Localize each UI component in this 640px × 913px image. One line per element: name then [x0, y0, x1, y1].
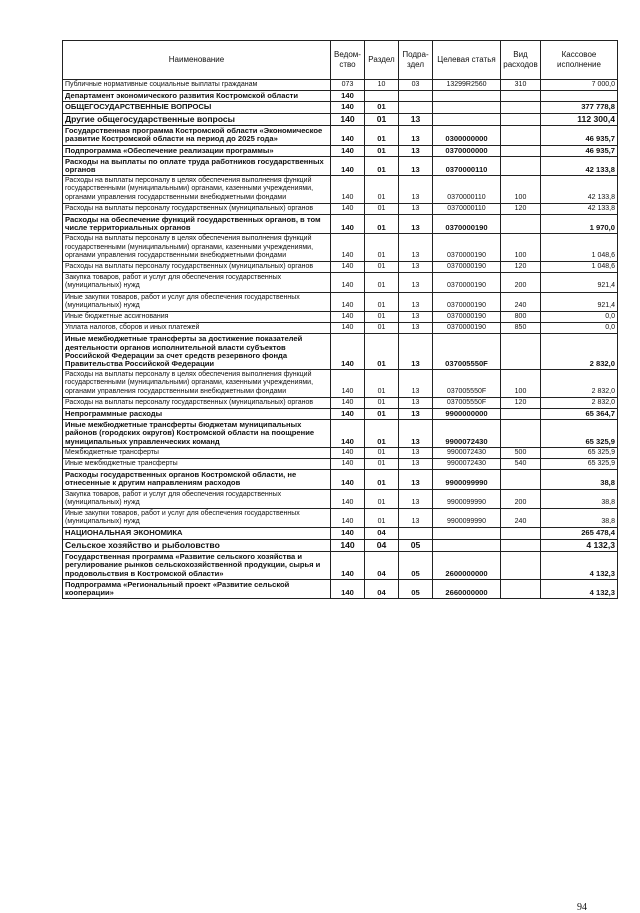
header-subsection: Подра-здел — [399, 41, 433, 80]
cell-name: Государственная программа Костромской области «Экономическое развитие Костромской области на период до 2025 года» — [63, 126, 331, 145]
cell-name: Расходы на выплаты персоналу государственных (муниципальных) органов — [63, 203, 331, 214]
cell-target-item: 0370000190 — [433, 234, 501, 262]
cell-department: 140 — [331, 370, 365, 398]
cell-cash-execution: 7 000,0 — [541, 80, 618, 91]
cell-subsection: 13 — [399, 176, 433, 204]
cell-subsection: 13 — [399, 370, 433, 398]
cell-department: 140 — [331, 552, 365, 580]
cell-target-item — [433, 91, 501, 102]
cell-name: Департамент экономического развития Костромской области — [63, 91, 331, 102]
cell-department: 140 — [331, 579, 365, 598]
budget-report-page — [62, 40, 617, 913]
cell-section: 01 — [365, 409, 399, 420]
table-row — [63, 273, 618, 292]
cell-name: Иные межбюджетные трансферты бюджетам муниципальных районов (городских округов) Костромской области на поощрение муниципальных управленческих команд — [63, 420, 331, 448]
table-row — [63, 91, 618, 102]
cell-subsection: 13 — [399, 311, 433, 322]
cell-section — [365, 91, 399, 102]
cell-cash-execution: 46 935,7 — [541, 145, 618, 156]
cell-expense-type — [501, 334, 541, 370]
cell-subsection: 13 — [399, 509, 433, 528]
cell-target-item: 9900099990 — [433, 509, 501, 528]
cell-section: 01 — [365, 509, 399, 528]
cell-section: 01 — [365, 470, 399, 489]
cell-section: 01 — [365, 214, 399, 233]
cell-subsection: 05 — [399, 539, 433, 552]
cell-section: 01 — [365, 126, 399, 145]
cell-section: 01 — [365, 273, 399, 292]
cell-department: 140 — [331, 420, 365, 448]
cell-cash-execution: 1 048,6 — [541, 261, 618, 272]
cell-name: Расходы на выплаты персоналу государственных (муниципальных) органов — [63, 397, 331, 408]
cell-cash-execution: 38,8 — [541, 489, 618, 508]
cell-section: 01 — [365, 261, 399, 272]
cell-department: 140 — [331, 113, 365, 126]
cell-name: Уплата налогов, сборов и иных платежей — [63, 323, 331, 334]
cell-name: Подпрограмма «Обеспечение реализации программы» — [63, 145, 331, 156]
table-row — [63, 509, 618, 528]
table-row — [63, 409, 618, 420]
cell-expense-type — [501, 113, 541, 126]
header-name: Наименование — [63, 41, 331, 80]
table-row — [63, 323, 618, 334]
cell-section: 01 — [365, 489, 399, 508]
cell-expense-type — [501, 470, 541, 489]
cell-department: 140 — [331, 91, 365, 102]
cell-subsection — [399, 91, 433, 102]
table-row — [63, 489, 618, 508]
cell-cash-execution: 0,0 — [541, 311, 618, 322]
table-row — [63, 292, 618, 311]
cell-name: Расходы на выплаты персоналу в целях обеспечения выполнения функций государственными (муниципальными) органами, казенными учреждениями, органами управления государственными внебюджетными фондами — [63, 234, 331, 262]
cell-subsection: 13 — [399, 470, 433, 489]
cell-department: 140 — [331, 323, 365, 334]
cell-expense-type: 100 — [501, 176, 541, 204]
cell-name: Закупка товаров, работ и услуг для обеспечения государственных (муниципальных) нужд — [63, 489, 331, 508]
cell-department: 140 — [331, 102, 365, 113]
cell-cash-execution: 42 133,8 — [541, 203, 618, 214]
cell-cash-execution: 921,4 — [541, 292, 618, 311]
cell-subsection: 13 — [399, 459, 433, 470]
cell-expense-type: 850 — [501, 323, 541, 334]
cell-name: Иные межбюджетные трансферты — [63, 459, 331, 470]
table-body — [63, 80, 618, 599]
cell-expense-type: 500 — [501, 447, 541, 458]
cell-target-item: 9900099990 — [433, 470, 501, 489]
cell-cash-execution: 65 364,7 — [541, 409, 618, 420]
cell-department: 140 — [331, 145, 365, 156]
cell-cash-execution: 38,8 — [541, 470, 618, 489]
cell-target-item: 0370000190 — [433, 214, 501, 233]
cell-department: 140 — [331, 397, 365, 408]
cell-department: 140 — [331, 261, 365, 272]
cell-section: 01 — [365, 420, 399, 448]
cell-section: 04 — [365, 579, 399, 598]
cell-subsection: 05 — [399, 552, 433, 580]
cell-section: 01 — [365, 447, 399, 458]
cell-name: Иные закупки товаров, работ и услуг для обеспечения государственных (муниципальных) нужд — [63, 509, 331, 528]
cell-section: 01 — [365, 370, 399, 398]
cell-section: 01 — [365, 176, 399, 204]
cell-department: 140 — [331, 470, 365, 489]
table-row — [63, 203, 618, 214]
budget-table — [62, 40, 618, 599]
cell-target-item: 13299R2560 — [433, 80, 501, 91]
cell-target-item — [433, 539, 501, 552]
header-target-item: Целевая статья — [433, 41, 501, 80]
table-row — [63, 420, 618, 448]
cell-cash-execution: 42 133,8 — [541, 156, 618, 175]
table-row — [63, 528, 618, 539]
cell-expense-type — [501, 579, 541, 598]
cell-target-item: 0370000190 — [433, 261, 501, 272]
table-row — [63, 113, 618, 126]
table-header-row — [63, 41, 618, 80]
cell-target-item: 9900072430 — [433, 447, 501, 458]
cell-target-item: 2660000000 — [433, 579, 501, 598]
cell-name: Межбюджетные трансферты — [63, 447, 331, 458]
cell-expense-type — [501, 145, 541, 156]
cell-subsection: 13 — [399, 447, 433, 458]
table-row — [63, 470, 618, 489]
header-cash-execution: Кассовое исполнение — [541, 41, 618, 80]
cell-subsection: 13 — [399, 214, 433, 233]
cell-department: 140 — [331, 176, 365, 204]
cell-expense-type: 100 — [501, 370, 541, 398]
cell-department: 140 — [331, 509, 365, 528]
cell-target-item: 037005550F — [433, 370, 501, 398]
cell-target-item: 0300000000 — [433, 126, 501, 145]
cell-department: 140 — [331, 214, 365, 233]
cell-expense-type — [501, 409, 541, 420]
cell-name: Публичные нормативные социальные выплаты гражданам — [63, 80, 331, 91]
cell-name: ОБЩЕГОСУДАРСТВЕННЫЕ ВОПРОСЫ — [63, 102, 331, 113]
cell-cash-execution: 65 325,9 — [541, 459, 618, 470]
cell-subsection: 13 — [399, 234, 433, 262]
cell-target-item — [433, 102, 501, 113]
cell-section: 01 — [365, 311, 399, 322]
cell-subsection: 13 — [399, 203, 433, 214]
cell-name: Расходы на выплаты персоналу в целях обеспечения выполнения функций государственными (муниципальными) органами, казенными учреждениями, органами управления государственными внебюджетными фондами — [63, 370, 331, 398]
cell-expense-type — [501, 552, 541, 580]
cell-section: 01 — [365, 292, 399, 311]
cell-expense-type: 120 — [501, 203, 541, 214]
cell-target-item: 0370000110 — [433, 156, 501, 175]
cell-cash-execution: 42 133,8 — [541, 176, 618, 204]
table-row — [63, 579, 618, 598]
cell-name: Расходы государственных органов Костромской области, не отнесенные к другим направлениям расходов — [63, 470, 331, 489]
cell-expense-type — [501, 102, 541, 113]
cell-cash-execution: 2 832,0 — [541, 370, 618, 398]
cell-expense-type: 100 — [501, 234, 541, 262]
cell-section: 01 — [365, 397, 399, 408]
cell-name: Закупка товаров, работ и услуг для обеспечения государственных (муниципальных) нужд — [63, 273, 331, 292]
cell-department: 140 — [331, 409, 365, 420]
cell-department: 140 — [331, 156, 365, 175]
cell-target-item — [433, 113, 501, 126]
cell-subsection: 13 — [399, 113, 433, 126]
cell-cash-execution: 65 325,9 — [541, 447, 618, 458]
cell-cash-execution: 46 935,7 — [541, 126, 618, 145]
cell-section: 04 — [365, 528, 399, 539]
cell-target-item: 037005550F — [433, 334, 501, 370]
cell-name: Иные бюджетные ассигнования — [63, 311, 331, 322]
cell-expense-type: 120 — [501, 397, 541, 408]
cell-section: 04 — [365, 539, 399, 552]
cell-department: 073 — [331, 80, 365, 91]
cell-expense-type — [501, 156, 541, 175]
cell-department: 140 — [331, 311, 365, 322]
cell-target-item: 9900099990 — [433, 489, 501, 508]
cell-department: 140 — [331, 489, 365, 508]
cell-name: Расходы на выплаты персоналу государственных (муниципальных) органов — [63, 261, 331, 272]
table-row — [63, 397, 618, 408]
cell-subsection: 13 — [399, 261, 433, 272]
cell-name: Расходы на выплаты по оплате труда работников государственных органов — [63, 156, 331, 175]
cell-section: 01 — [365, 102, 399, 113]
cell-name: Другие общегосударственные вопросы — [63, 113, 331, 126]
cell-cash-execution: 112 300,4 — [541, 113, 618, 126]
cell-name: Расходы на обеспечение функций государственных органов, в том числе территориальных органов — [63, 214, 331, 233]
cell-target-item: 9900072430 — [433, 459, 501, 470]
cell-name: Иные закупки товаров, работ и услуг для обеспечения государственных (муниципальных) нужд — [63, 292, 331, 311]
cell-department: 140 — [331, 528, 365, 539]
cell-section: 04 — [365, 552, 399, 580]
cell-target-item: 0370000190 — [433, 292, 501, 311]
header-department: Ведом-ство — [331, 41, 365, 80]
cell-cash-execution: 265 478,4 — [541, 528, 618, 539]
cell-section: 01 — [365, 156, 399, 175]
cell-name: Государственная программа «Развитие сельского хозяйства и регулирование рынков сельскохозяйственной продукции, сырья и продовольствия в Костромской области» — [63, 552, 331, 580]
cell-section: 01 — [365, 323, 399, 334]
cell-target-item: 0370000190 — [433, 323, 501, 334]
cell-name: Сельское хозяйство и рыболовство — [63, 539, 331, 552]
cell-subsection: 13 — [399, 489, 433, 508]
cell-department: 140 — [331, 234, 365, 262]
cell-section: 01 — [365, 334, 399, 370]
cell-section: 01 — [365, 234, 399, 262]
cell-department: 140 — [331, 459, 365, 470]
cell-expense-type: 200 — [501, 273, 541, 292]
table-row — [63, 80, 618, 91]
cell-subsection: 13 — [399, 397, 433, 408]
cell-target-item: 0370000000 — [433, 145, 501, 156]
table-row — [63, 234, 618, 262]
cell-cash-execution: 2 832,0 — [541, 397, 618, 408]
cell-subsection — [399, 102, 433, 113]
cell-expense-type — [501, 91, 541, 102]
cell-cash-execution: 0,0 — [541, 323, 618, 334]
cell-section: 01 — [365, 459, 399, 470]
cell-target-item: 2600000000 — [433, 552, 501, 580]
cell-target-item: 9900072430 — [433, 420, 501, 448]
table-row — [63, 156, 618, 175]
cell-name: Непрограммные расходы — [63, 409, 331, 420]
cell-expense-type — [501, 528, 541, 539]
table-row — [63, 311, 618, 322]
cell-subsection: 13 — [399, 292, 433, 311]
table-row — [63, 370, 618, 398]
cell-target-item: 0370000190 — [433, 273, 501, 292]
cell-target-item: 037005550F — [433, 397, 501, 408]
cell-subsection: 13 — [399, 323, 433, 334]
cell-subsection: 13 — [399, 273, 433, 292]
cell-cash-execution: 377 778,8 — [541, 102, 618, 113]
cell-cash-execution: 1 048,6 — [541, 234, 618, 262]
cell-subsection: 03 — [399, 80, 433, 91]
table-row — [63, 539, 618, 552]
cell-cash-execution: 4 132,3 — [541, 539, 618, 552]
cell-expense-type: 240 — [501, 509, 541, 528]
cell-expense-type: 800 — [501, 311, 541, 322]
cell-department: 140 — [331, 539, 365, 552]
table-row — [63, 176, 618, 204]
cell-expense-type — [501, 214, 541, 233]
cell-department: 140 — [331, 447, 365, 458]
cell-target-item: 0370000110 — [433, 176, 501, 204]
header-section: Раздел — [365, 41, 399, 80]
table-row — [63, 214, 618, 233]
cell-expense-type — [501, 539, 541, 552]
cell-subsection: 13 — [399, 409, 433, 420]
table-row — [63, 145, 618, 156]
table-row — [63, 334, 618, 370]
cell-cash-execution: 921,4 — [541, 273, 618, 292]
cell-cash-execution: 65 325,9 — [541, 420, 618, 448]
cell-subsection — [399, 528, 433, 539]
cell-name: Подпрограмма «Региональный проект «Развитие сельской кооперации» — [63, 579, 331, 598]
table-row — [63, 126, 618, 145]
table-row — [63, 459, 618, 470]
cell-target-item: 9900000000 — [433, 409, 501, 420]
cell-name: Иные межбюджетные трансферты за достижение показателей деятельности органов исполнительной власти субъектов Российской Федерации за счет средств резервного фонда Правительства Российской Федерации — [63, 334, 331, 370]
cell-department: 140 — [331, 292, 365, 311]
cell-cash-execution: 4 132,3 — [541, 579, 618, 598]
table-row — [63, 102, 618, 113]
cell-cash-execution — [541, 91, 618, 102]
cell-cash-execution: 2 832,0 — [541, 334, 618, 370]
cell-subsection: 13 — [399, 420, 433, 448]
cell-name: Расходы на выплаты персоналу в целях обеспечения выполнения функций государственными (муниципальными) органами, казенными учреждениями, органами управления государственными внебюджетными фондами — [63, 176, 331, 204]
cell-subsection: 13 — [399, 126, 433, 145]
table-row — [63, 261, 618, 272]
cell-expense-type — [501, 126, 541, 145]
cell-name: НАЦИОНАЛЬНАЯ ЭКОНОМИКА — [63, 528, 331, 539]
cell-cash-execution: 1 970,0 — [541, 214, 618, 233]
cell-subsection: 13 — [399, 334, 433, 370]
page-number: 94 — [577, 902, 587, 913]
cell-expense-type: 120 — [501, 261, 541, 272]
cell-department: 140 — [331, 126, 365, 145]
table-row — [63, 552, 618, 580]
cell-subsection: 13 — [399, 145, 433, 156]
cell-department: 140 — [331, 203, 365, 214]
cell-expense-type: 200 — [501, 489, 541, 508]
cell-department: 140 — [331, 334, 365, 370]
cell-section: 10 — [365, 80, 399, 91]
cell-expense-type: 540 — [501, 459, 541, 470]
cell-subsection: 05 — [399, 579, 433, 598]
table-row — [63, 447, 618, 458]
cell-section: 01 — [365, 203, 399, 214]
header-expense-type: Вид расходов — [501, 41, 541, 80]
cell-cash-execution: 38,8 — [541, 509, 618, 528]
cell-department: 140 — [331, 273, 365, 292]
cell-cash-execution: 4 132,3 — [541, 552, 618, 580]
cell-target-item: 0370000190 — [433, 311, 501, 322]
cell-target-item: 0370000110 — [433, 203, 501, 214]
cell-expense-type: 310 — [501, 80, 541, 91]
cell-target-item — [433, 528, 501, 539]
cell-expense-type — [501, 420, 541, 448]
cell-subsection: 13 — [399, 156, 433, 175]
cell-expense-type: 240 — [501, 292, 541, 311]
cell-section: 01 — [365, 145, 399, 156]
cell-section: 01 — [365, 113, 399, 126]
